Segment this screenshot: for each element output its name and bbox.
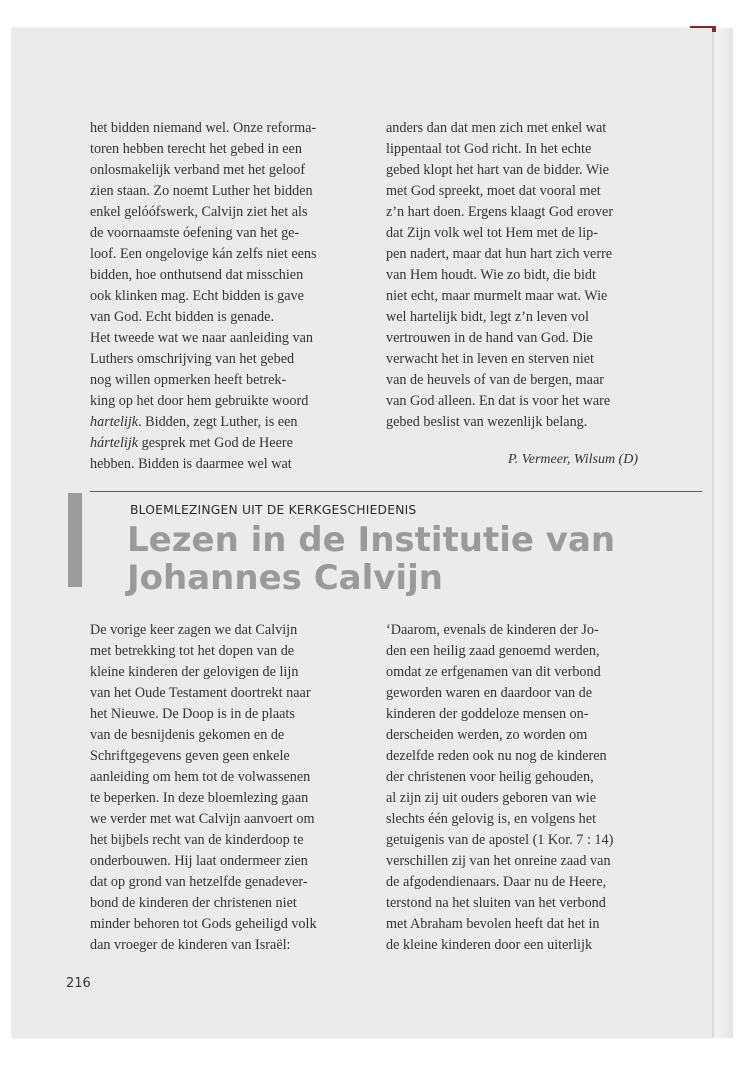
bottom-left-column bbox=[90, 620, 317, 956]
text-line: van de besnijdenis gekomen en de bbox=[90, 727, 285, 743]
text-line: verschillen zij van het onreine zaad van bbox=[386, 853, 611, 869]
text-line: king op het door hem gebruikte woord bbox=[90, 393, 309, 409]
text-line: verwacht het in leven en sterven niet bbox=[386, 351, 594, 367]
text-line: den een heilig zaad genoemd werden, bbox=[386, 643, 600, 659]
text-line: van Hem houdt. Wie zo bidt, die bidt bbox=[386, 267, 596, 283]
text-line: onlosmakelijk verband met het geloof bbox=[90, 162, 306, 178]
section-divider bbox=[90, 491, 702, 492]
text-line: met betrekking tot het dopen van de bbox=[90, 643, 295, 659]
text-line: de kleine kinderen door een uiterlijk bbox=[386, 937, 593, 953]
text-line: bidden, hoe onthutsend dat misschien bbox=[90, 267, 304, 283]
text-line: slechts één gelovig is, en volgens het bbox=[386, 811, 597, 827]
text-line: Schriftgegevens geven geen enkele bbox=[90, 748, 290, 764]
text-line: hartelijk. Bidden, zegt Luther, is een bbox=[90, 414, 298, 430]
section-accent-bar bbox=[68, 493, 82, 587]
text-line: vertrouwen in de hand van God. Die bbox=[386, 330, 593, 346]
emphasis-hartelijk: hartelijk bbox=[90, 414, 139, 430]
text-line: al zijn zij uit ouders geboren van wie bbox=[386, 790, 596, 806]
text-line: minder behoren tot Gods geheiligd volk bbox=[90, 916, 317, 932]
text-line: kleine kinderen der gelovigen de lijn bbox=[90, 664, 299, 680]
text-line: ook klinken mag. Echt bidden is gave bbox=[90, 288, 304, 304]
emphasis-hartelijk-accent: hártelijk bbox=[90, 435, 139, 451]
section-label: BLOEMLEZINGEN UIT DE KERKGESCHIEDENIS bbox=[130, 503, 417, 517]
text-line: derscheiden werden, zo worden om bbox=[386, 727, 588, 743]
text-line: de afgodendienaars. Daar nu de Heere, bbox=[386, 874, 607, 890]
page-number: 216 bbox=[66, 976, 91, 991]
text-line: niet echt, maar murmelt maar wat. Wie bbox=[386, 288, 608, 304]
text-line: z’n hart doen. Ergens klaagt God erover bbox=[386, 204, 614, 220]
text-line: van het Oude Testament doortrekt naar bbox=[90, 685, 311, 701]
text-line: gebed klopt het hart van de bidder. Wie bbox=[386, 162, 609, 178]
text-line: omdat ze erfgenamen van dit verbond bbox=[386, 664, 601, 680]
text-line: het bijbels recht van de kinderdoop te bbox=[90, 832, 304, 848]
text-line: terstond na het sluiten van het verbond bbox=[386, 895, 606, 911]
text-line: toren hebben terecht het gebed in een bbox=[90, 141, 302, 157]
text-line: nog willen opmerken heeft betrek- bbox=[90, 372, 287, 388]
text-line: anders dan dat men zich met enkel wat bbox=[386, 120, 607, 136]
article-title-line-2: Johannes Calvijn bbox=[127, 558, 443, 598]
text-line: zien staan. Zo noemt Luther het bidden bbox=[90, 183, 313, 199]
text-line: van God alleen. En dat is voor het ware bbox=[386, 393, 611, 409]
text-line: van God. Echt bidden is genade. bbox=[90, 309, 274, 325]
text-line: Luthers omschrijving van het gebed bbox=[90, 351, 295, 367]
text-line: aanleiding om hem tot de volwassenen bbox=[90, 769, 311, 785]
text-line: loof. Een ongelovige kán zelfs niet eens bbox=[90, 246, 317, 262]
text-line: onderbouwen. Hij laat ondermeer zien bbox=[90, 853, 308, 869]
text-line: het bidden niemand wel. Onze reforma- bbox=[90, 120, 317, 136]
text-line: pen nadert, maar dat hun hart zich verre bbox=[386, 246, 613, 262]
text-line: kinderen der goddeloze mensen on- bbox=[386, 706, 589, 722]
author-signature: P. Vermeer, Wilsum (D) bbox=[507, 452, 638, 467]
text-line: lippentaal tot God richt. In het echte bbox=[386, 141, 592, 157]
text-line: gebed beslist van wezenlijk belang. bbox=[386, 414, 588, 430]
top-right-column bbox=[386, 118, 613, 433]
text-line: dat Zijn volk wel tot Hem met de lip- bbox=[386, 225, 598, 241]
text-line: ‘Daarom, evenals de kinderen der Jo- bbox=[386, 622, 599, 638]
text-line: bond de kinderen der christenen niet bbox=[90, 895, 297, 911]
text-line: dat op grond van hetzelfde genadever- bbox=[90, 874, 308, 890]
text-line: hártelijk gesprek met God de Heere bbox=[90, 435, 293, 451]
text-line: dan vroeger de kinderen van Israël: bbox=[90, 937, 291, 953]
text-line: wel hartelijk bidt, legt z’n leven vol bbox=[386, 309, 589, 325]
text-line: met God spreekt, moet dat vooral met bbox=[386, 183, 601, 199]
top-left-column bbox=[90, 118, 317, 475]
text-line: met Abraham bevolen heeft dat het in bbox=[386, 916, 600, 932]
text-line: hebben. Bidden is daarmee wel wat bbox=[90, 456, 292, 472]
text-line: dezelfde reden ook nu nog de kinderen bbox=[386, 748, 607, 764]
text-line: te beperken. In deze bloemlezing gaan bbox=[90, 790, 309, 806]
article-title bbox=[127, 521, 615, 597]
article-title-line-1: Lezen in de Institutie van bbox=[127, 520, 616, 560]
text-line: enkel gelóófswerk, Calvijn ziet het als bbox=[90, 204, 308, 220]
text-line: de voornaamste óefening van het ge- bbox=[90, 225, 300, 241]
text-line: getuigenis van de apostel (1 Kor. 7 : 14) bbox=[386, 832, 614, 848]
text-line: van de heuvels of van de bergen, maar bbox=[386, 372, 604, 388]
text-line: Het tweede wat we naar aanleiding van bbox=[90, 330, 313, 346]
text-line: der christenen voor heilig gehouden, bbox=[386, 769, 594, 785]
text-line: De vorige keer zagen we dat Calvijn bbox=[90, 622, 298, 638]
text-line: we verder met wat Calvijn aanvoert om bbox=[90, 811, 315, 827]
text-line: geworden waren en daardoor van de bbox=[386, 685, 593, 701]
text-line: het Nieuwe. De Doop is in de plaats bbox=[90, 706, 295, 722]
bottom-right-column bbox=[386, 620, 613, 956]
